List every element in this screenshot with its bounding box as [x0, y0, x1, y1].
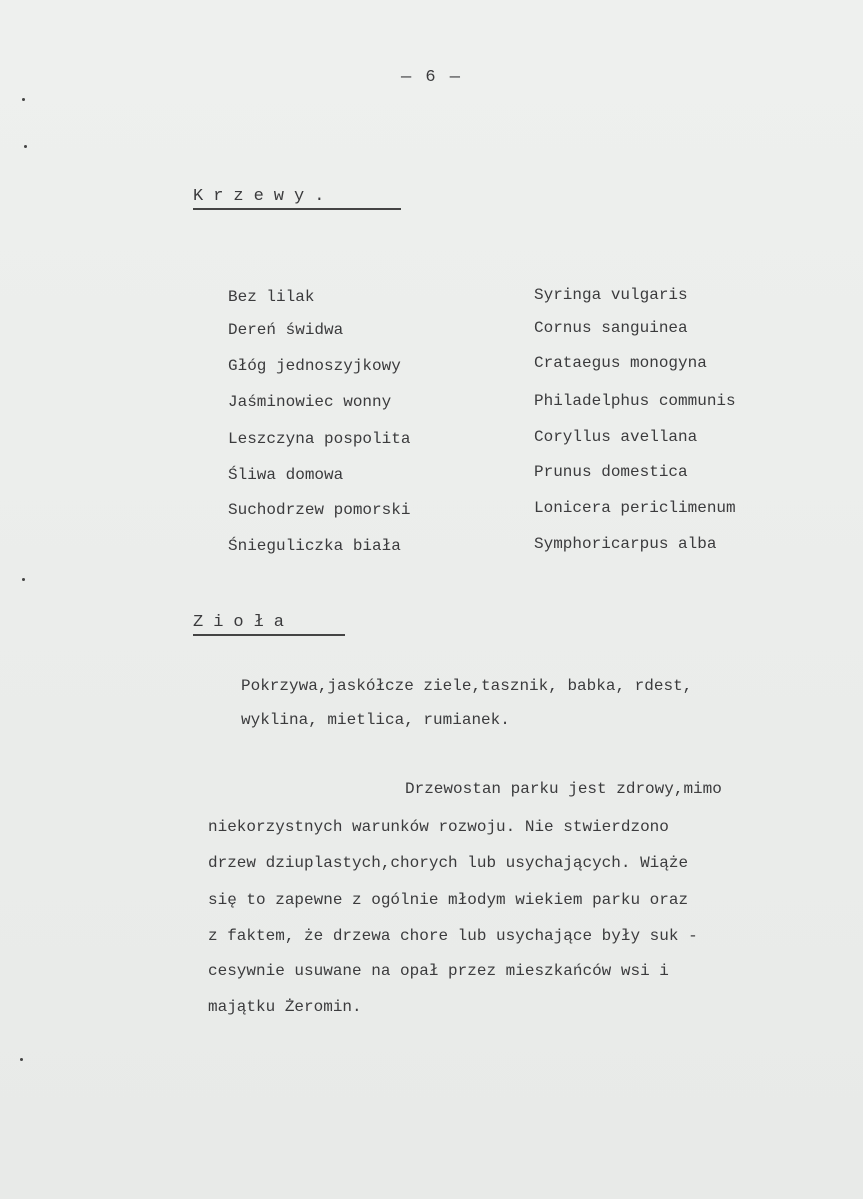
paragraph-line: z faktem, że drzewa chore lub usychające były suk -	[208, 927, 698, 945]
shrub-polish-name: Głóg jednoszyjkowy	[228, 357, 401, 375]
shrub-latin-name: Lonicera periclimenum	[534, 499, 736, 517]
margin-mark	[22, 578, 25, 581]
shrub-latin-name: Crataegus monogyna	[534, 354, 707, 372]
margin-mark	[20, 1058, 23, 1061]
shrub-polish-name: Dereń świdwa	[228, 321, 344, 339]
margin-mark	[24, 145, 27, 148]
shrub-polish-name: Śliwa domowa	[228, 466, 344, 484]
paragraph-line: cesywnie usuwane na opał przez mieszkańców wsi i	[208, 962, 669, 980]
shrub-latin-name: Cornus sanguinea	[534, 319, 688, 337]
shrub-polish-name: Śnieguliczka biała	[228, 537, 401, 555]
shrub-latin-name: Prunus domestica	[534, 463, 688, 481]
shrub-polish-name: Jaśminowiec wonny	[228, 393, 392, 411]
margin-mark	[22, 98, 25, 101]
section-heading-herbs: Zioła	[193, 613, 345, 636]
shrub-latin-name: Philadelphus communis	[534, 392, 736, 410]
shrub-polish-name: Leszczyna pospolita	[228, 430, 411, 448]
paragraph-line: się to zapewne z ogólnie młodym wiekiem parku oraz	[208, 891, 689, 909]
paragraph-line: drzew dziuplastych,chorych lub usychających. Wiąże	[208, 854, 689, 872]
shrub-polish-name: Bez lilak	[228, 288, 315, 306]
shrub-latin-name: Coryllus avellana	[534, 428, 698, 446]
paragraph-line: Drzewostan parku jest zdrowy,mimo	[405, 780, 722, 798]
shrub-latin-name: Syringa vulgaris	[534, 286, 688, 304]
paragraph-line: niekorzystnych warunków rozwoju. Nie stwierdzono	[208, 818, 669, 836]
shrub-polish-name: Suchodrzew pomorski	[228, 501, 411, 519]
page-number: — 6 —	[400, 68, 462, 87]
section-heading-shrubs: Krzewy.	[193, 187, 401, 210]
herbs-line: wyklina, mietlica, rumianek.	[241, 711, 510, 729]
herbs-line: Pokrzywa,jaskółcze ziele,tasznik, babka, rdest,	[241, 677, 693, 695]
paragraph-line: majątku Żeromin.	[208, 998, 362, 1016]
shrub-latin-name: Symphoricarpus alba	[534, 535, 717, 553]
